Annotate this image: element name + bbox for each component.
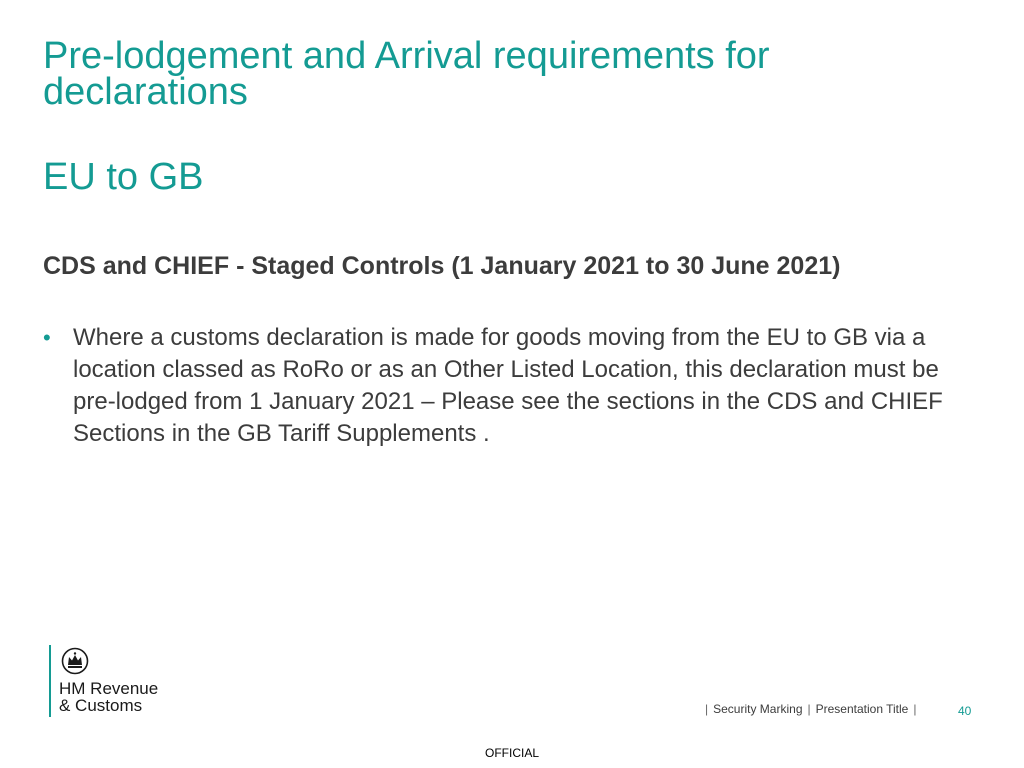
crown-crest-icon (61, 647, 89, 675)
footer-bar (700, 702, 921, 716)
hmrc-logo (49, 645, 159, 717)
logo-line-2: & Customs (59, 696, 143, 715)
section-heading: CDS and CHIEF - Staged Controls (1 January 2021 to 30 June 2021) (43, 252, 841, 280)
footer-security-marking: Security Marking (713, 702, 803, 716)
logo-text (59, 680, 199, 714)
page-number: 40 (958, 704, 972, 718)
security-classification: OFFICIAL (484, 746, 539, 760)
logo-line-1: HM Revenue (59, 679, 159, 698)
bullet-item (43, 322, 943, 450)
slide-subtitle: EU to GB (43, 156, 204, 198)
slide-title-line-2: declarations (43, 71, 248, 113)
footer-separator: | (705, 702, 709, 716)
bullet-list (43, 322, 943, 450)
bullet-dot-icon: • (43, 325, 51, 350)
slide-title (43, 35, 943, 113)
footer-presentation-title: Presentation Title (815, 702, 909, 716)
footer-separator: | (807, 702, 811, 716)
footer-separator: | (913, 702, 917, 716)
bullet-text: Where a customs declaration is made for goods moving from the EU to GB via a location classed as RoRo or as an Other Listed Location, this declaration must be pre-lodged from 1 January 2021 – Please see the sections in the CDS and CHIEF Sections in the GB Tariff Supplements . (73, 324, 943, 447)
slide-title-line-1: Pre-lodgement and Arrival requirements for (43, 35, 770, 77)
